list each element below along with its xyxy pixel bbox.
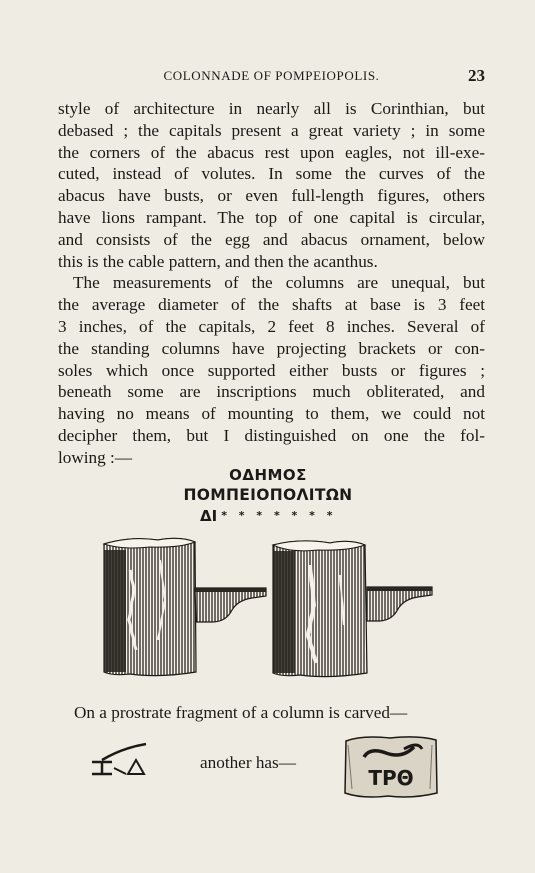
carved-symbol-drawing: [88, 740, 158, 780]
text-line: abacus have busts, or even full-length figures, others: [58, 186, 485, 206]
text-line: and consists of the egg and abacus ornament, below: [58, 229, 485, 249]
text-line: style of architecture in nearly all is Corinthian, but: [58, 99, 485, 118]
inscription-prefix: ΔΙ: [200, 507, 218, 525]
carved-stone-inscription: [342, 733, 440, 801]
inscription-line-2: ΠΟΜΠΕΙΟΠΟΛΙΤΩΝ: [183, 486, 353, 504]
text-line: the standing columns have projecting brackets or con-: [58, 338, 485, 358]
text-line: The measurements of the columns are unequal, but: [73, 273, 485, 293]
inscription-line-1: ΟΔΗΜΟΣ: [229, 466, 307, 484]
text-line: soles which once supported either busts or figures ;: [58, 360, 485, 380]
text-line: having no means of mounting to them, we could not: [58, 404, 485, 424]
carved-letters: ΤΡΘ: [368, 766, 414, 790]
page-number: 23: [468, 66, 485, 85]
inscription-line-3: [200, 507, 336, 525]
inscription-obliterated-stars: * * * * * * *: [221, 509, 337, 522]
running-head: [58, 66, 485, 86]
text-line: beneath some are inscriptions much obliterated, and: [58, 382, 485, 402]
text-line: cuted, instead of volutes. In some the curves of the: [58, 164, 485, 184]
text-line: this is the cable pattern, and then the acanthus.: [58, 251, 378, 271]
chapter-title: COLONNADE OF POMPEIOPOLIS.: [163, 68, 380, 83]
text-line: decipher them, but I distinguished on one the fol-: [58, 425, 485, 445]
text-line: the corners of the abacus rest upon eagles, not ill-exe-: [58, 142, 485, 162]
another-has-text: another has—: [200, 753, 296, 772]
text-line: have lions rampant. The top of one capital is circular,: [58, 207, 485, 227]
text-line: debased ; the capitals present a great variety ; in some: [58, 120, 485, 140]
column-bracket-illustration-right: [270, 535, 440, 685]
text-line: 3 inches, of the capitals, 2 feet 8 inches. Several of: [58, 316, 485, 336]
text-line: the average diameter of the shafts at base is 3 feet: [58, 295, 485, 315]
caption-text: On a prostrate fragment of a column is carved—: [74, 703, 408, 722]
body-paragraphs: [58, 98, 485, 469]
column-bracket-illustration-left: [100, 530, 270, 680]
text-line: lowing :—: [58, 447, 133, 467]
